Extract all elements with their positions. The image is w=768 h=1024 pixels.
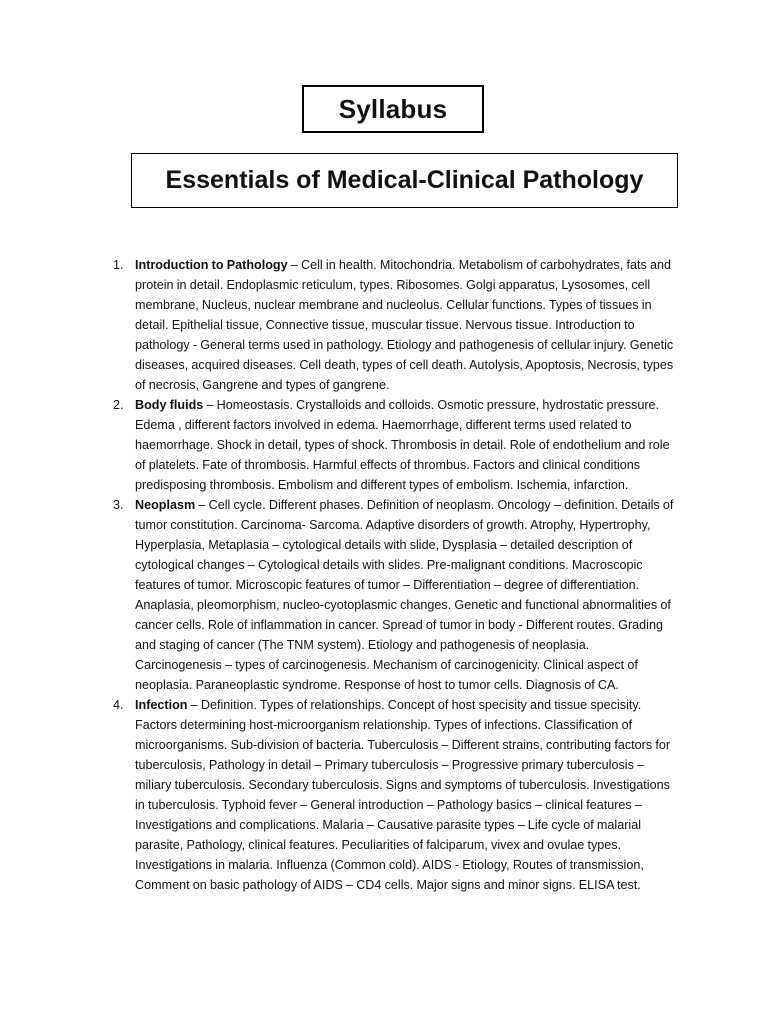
course-title: Essentials of Medical-Clinical Pathology: [165, 166, 644, 194]
course-title-box: [131, 153, 678, 208]
item-heading: Neoplasm: [135, 498, 196, 512]
item-heading: Introduction to Pathology: [135, 258, 288, 272]
item-body: – Homeostasis. Crystalloids and colloids. Osmotic pressure, hydrostatic pressure. Edema , different factors involved in edema. Haemorrhage, different terms used related to haemorrhage. Shock in detail, types of shock. Thrombosis in detail. Role of endothelium and role of platelets. Fate of thrombosis. Harmful effects of thrombus. Factors and clinical conditions predisposing thrombosis. Embolism and different types of embolism. Ischemia, infarction.: [135, 398, 670, 492]
item-body: – Cell in health. Mitochondria. Metabolism of carbohydrates, fats and protein in detail. Endoplasmic reticulum, types. Ribosomes. Golgi apparatus, Lysosomes, cell membrane, Nucleus, nuclear membrane and nucleolus. Cellular functions. Types of tissues in detail. Epithelial tissue, Connective tissue, muscular tissue. Nervous tissue. Introduction to pathology - General terms used in pathology. Etiology and pathogenesis of cellular injury. Genetic diseases, acquired diseases. Cell death, types of cell death. Autolysis, Apoptosis, Necrosis, types of necrosis, Gangrene and types of gangrene.: [135, 258, 674, 392]
item-heading: Body fluids: [135, 398, 204, 412]
item-heading: Infection: [135, 698, 188, 712]
syllabus-title-box: [302, 85, 484, 133]
syllabus-item-body-fluids: [0, 395, 677, 495]
item-number: 3.: [113, 498, 124, 512]
syllabus-list: [0, 255, 768, 895]
item-number: 2.: [113, 398, 124, 412]
item-text: [135, 255, 677, 395]
page-title: Syllabus: [338, 93, 448, 124]
item-number: 4.: [113, 698, 124, 712]
syllabus-item-introduction: [0, 255, 677, 395]
syllabus-item-infection: [0, 695, 677, 895]
item-body: – Definition. Types of relationships. Concept of host specisity and tissue specisity. Factors determining host-microorganism relationship. Types of infections. Classification of microorganisms. Sub-division of bacteria. Tuberculosis – Different strains, contributing factors for tuberculosis, Pathology in detail – Primary tuberculosis – Progressive primary tuberculosis – miliary tuberculosis. Secondary tuberculosis. Signs and symptoms of tuberculosis. Investigations in tuberculosis. Typhoid fever – General introduction – Pathology basics – clinical features – Investigations and complications. Malaria – Causative parasite types – Life cycle of malarial parasite, Pathology, clinical features. Peculiarities of falciparum, vivex and ovulae types. Investigations in malaria. Influenza (Common cold). AIDS - Etiology, Routes of transmission, Comment on basic pathology of AIDS – CD4 cells. Major signs and minor signs. ELISA test.: [135, 698, 671, 892]
syllabus-item-neoplasm: [0, 495, 677, 695]
item-text: [135, 495, 677, 695]
item-body: – Cell cycle. Different phases. Definition of neoplasm. Oncology – definition. Details of tumor constitution. Carcinoma- Sarcoma. Adaptive disorders of growth. Atrophy, Hypertrophy, Hyperplasia, Metaplasia – cytological details with slide, Dysplasia – detailed description of cytological changes – Cytological details with slides. Pre-malignant conditions. Macroscopic features of tumor. Microscopic features of tumor – Differentiation – degree of differentiation. Anaplasia, pleomorphism, nucleo-cyotoplasmic changes. Genetic and functional abnormalities of cancer cells. Role of inflammation in cancer. Spread of tumor in body - Different routes. Grading and staging of cancer (The TNM system). Etiology and pathogenesis of neoplasia. Carcinogenesis – types of carcinogenesis. Mechanism of carcinogenicity. Clinical aspect of neoplasia. Paraneoplastic syndrome. Response of host to tumor cells. Diagnosis of CA.: [135, 498, 674, 692]
item-text: [135, 695, 677, 895]
item-text: [135, 395, 677, 495]
item-number: 1.: [113, 258, 124, 272]
